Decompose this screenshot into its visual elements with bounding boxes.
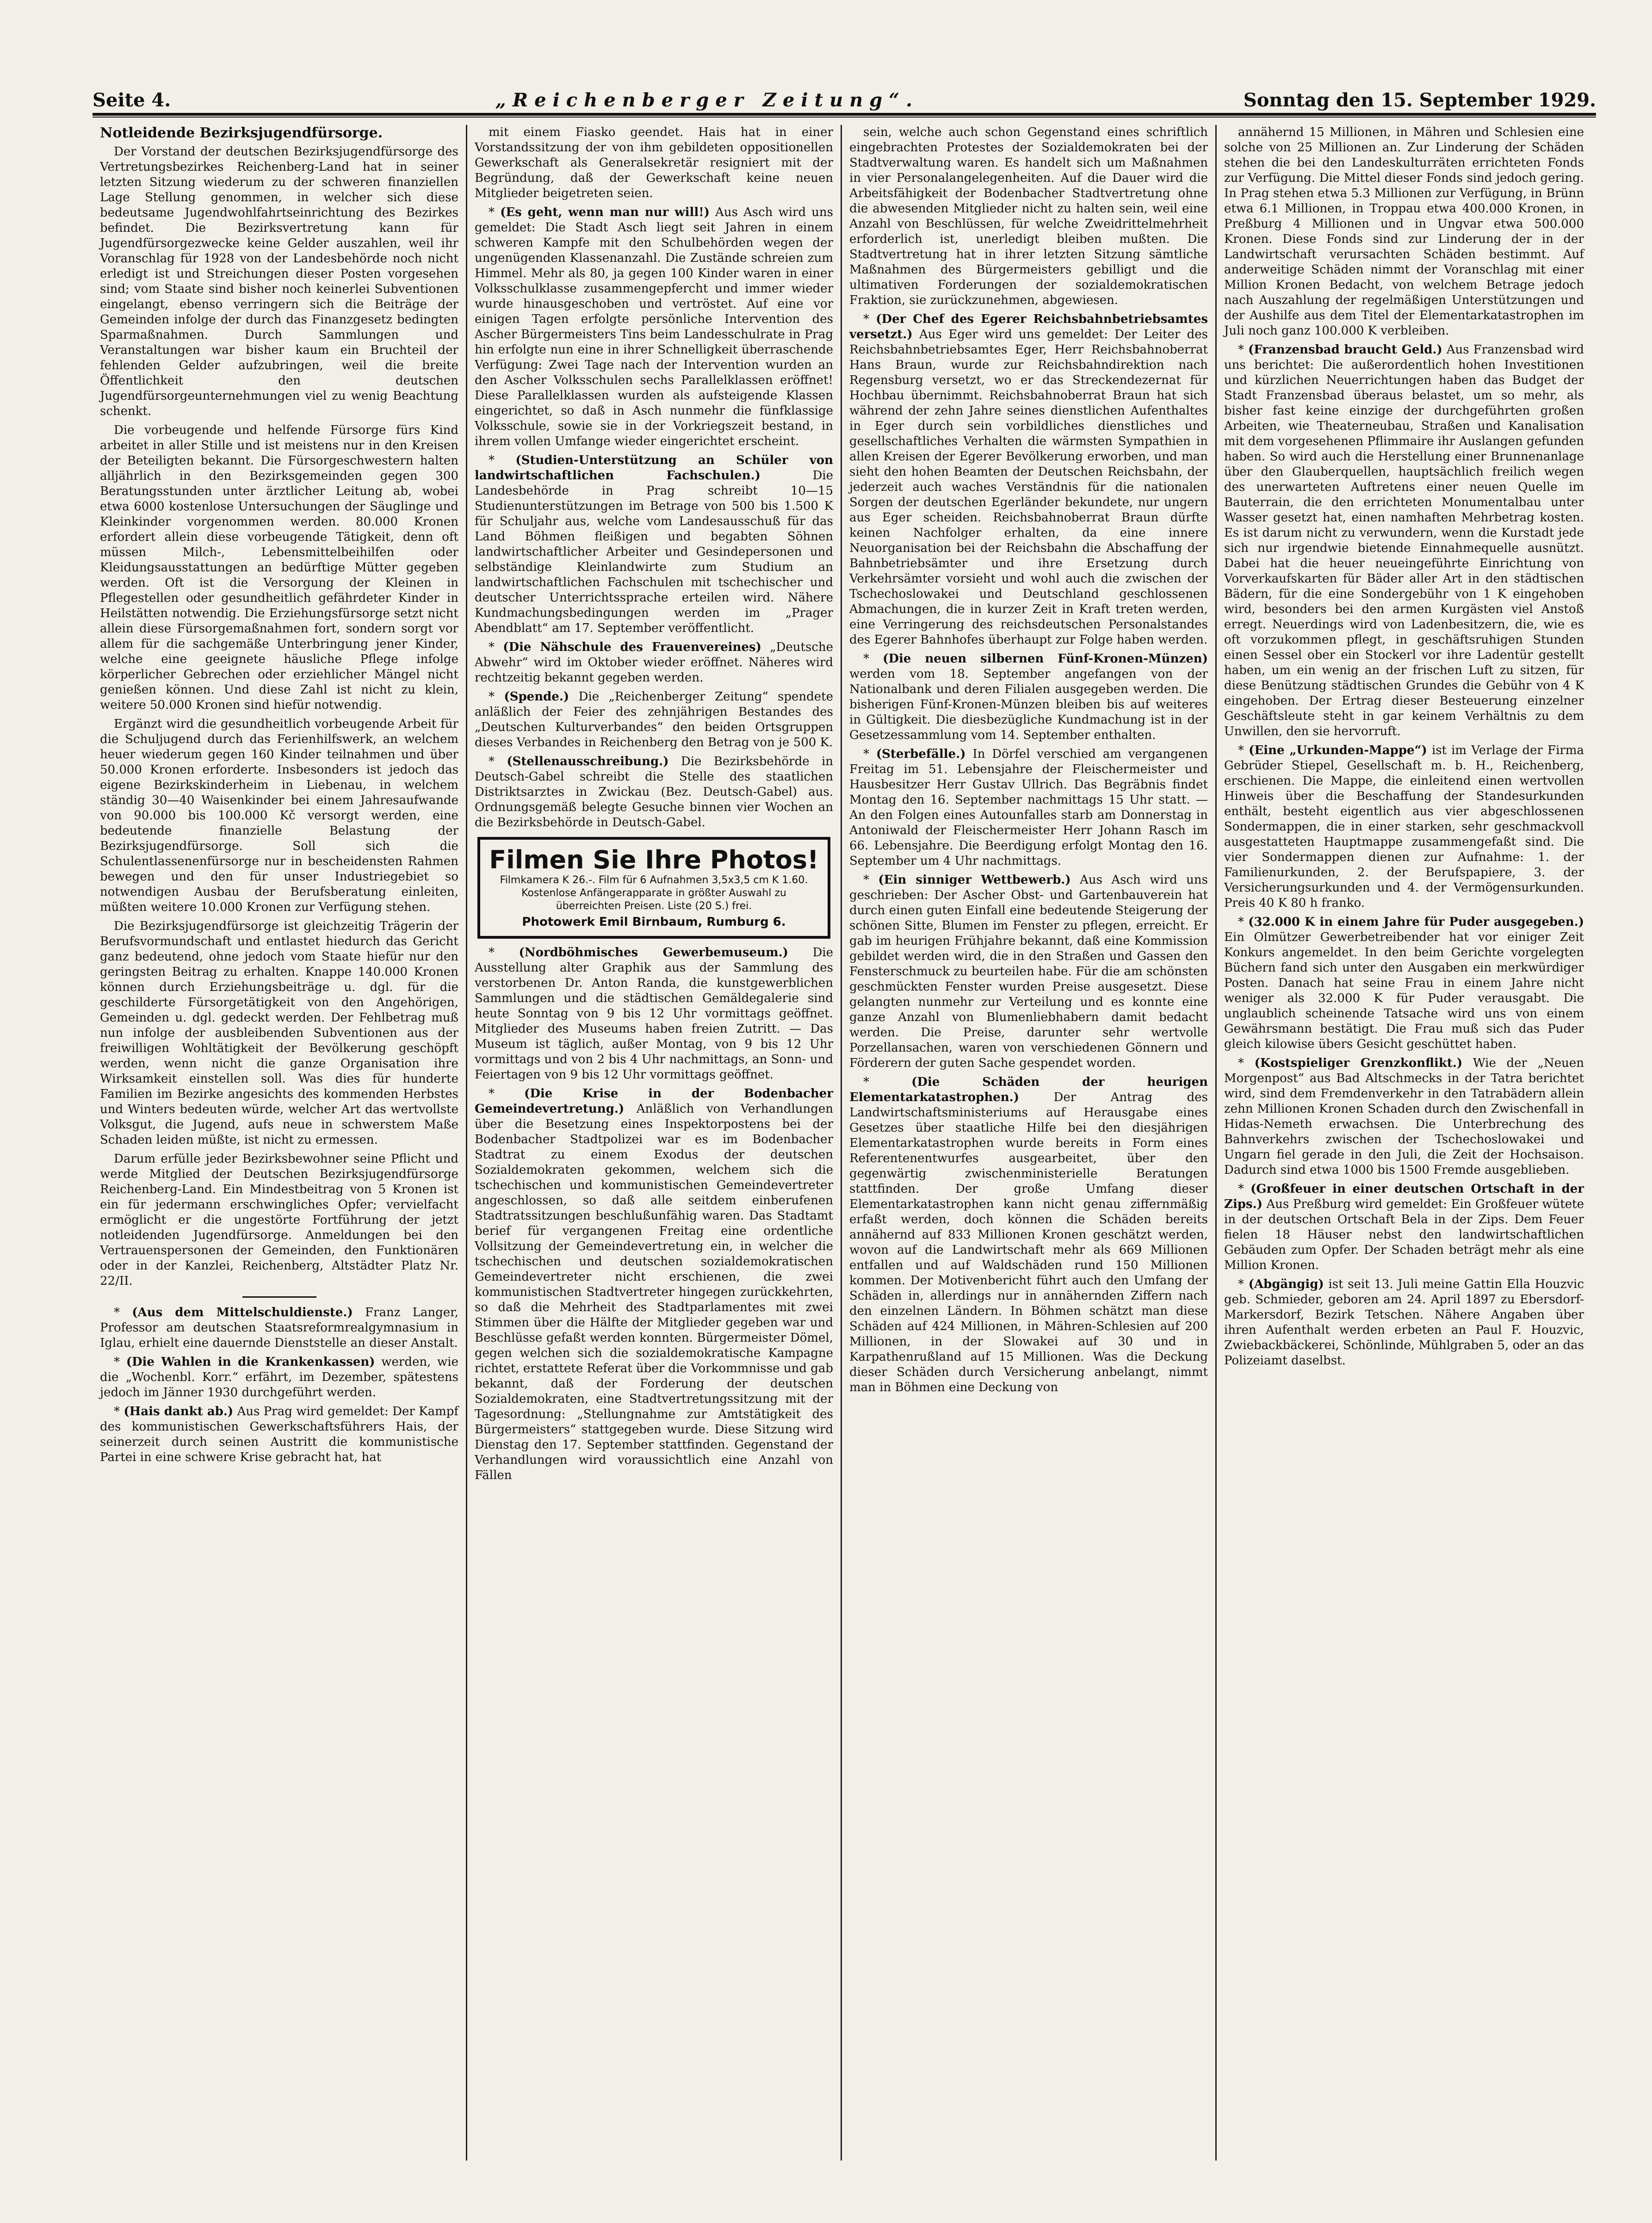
page-header xyxy=(93,74,1596,111)
news-text: ist im Verlage der Firma Gebrüder Stiepel, Gesellschaft m. b. H., Reichenberg, erschienen. Die Mappe, die einleitend einen wertvollen Hinweis über die Beschaffung der Standesurkunden enthält, besteht eigentlich aus vier abgeschlossenen Sondermappen, die in einer starken, sehr geschmackvoll ausgestatteten Hauptmappe zusammengefaßt sind. Die vier Sondermappen dienen zur Aufnahme: 1. der Familienurkunden, 2. der Berufspapiere, 3. der Versicherungsurkunden und 4. der Vermögensurkunden. Preis 40 K 80 h franko. xyxy=(1224,743,1584,910)
page-number: Seite 4. xyxy=(93,89,171,111)
news-item: * (Die Nähschule des Frauenvereines) „Deutsche Abwehr“ wird im Oktober wieder eröffnet. Näheres wird rechtzeitig bekannt gegeben werden. xyxy=(475,640,834,685)
news-text: Aus Asch wird uns gemeldet: Die Stadt Asch liegt seit Jahren in einem schweren Kampfe mit den Schulbehörden wegen der ungenügenden Klassenanzahl. Die Zustände schreien zum Himmel. Mehr als 80, ja gegen 100 Kinder waren in einer Volksschulklasse zusammengepfercht und immer wieder wurde hinausgeschoben und vertröstet. Auf eine vor einigen Tagen erfolgte persönliche Intervention des Ascher Bürgermeisters Tins beim Landesschulrate in Prag hin erfolgte nun eine in ihrer Schnelligkeit überraschende Verfügung: Zwei Tage nach der Intervention wurden an den Ascher Volksschulen sechs Parallelklassen eröffnet! Diese Parallelklassen wurden als aufsteigende Klassen eingerichtet, so daß in Asch nunmehr die fünfklassige Volksschule, sowie sie in der Vorkriegszeit bestand, in ihrem vollen Umfange wieder eingerichtet erscheint. xyxy=(475,205,833,448)
article-paragraph: Der Vorstand der deutschen Bezirksjugendfürsorge des Vertretungsbezirkes Reichenberg-Land hat in seiner letzten Sitzung wiederum zu der schweren finanziellen Lage Stellung genommen, in welcher sich diese bedeutsame Jugendwohlfahrtseinrichtung des Bezirkes befindet. Die Bezirksvertretung kann für Jugendfürsorgezwecke keine Gelder auszahlen, weil ihr Voranschlag für 1928 von der Landesbehörde noch nicht erledigt ist und Streichungen dieser Posten vorgesehen sind; vom Staate sind bisher noch keinerlei Subventionen eingelangt, ebenso verringern sich die Beiträge der Gemeinden infolge der durch das Finanzgesetz bedingten Sparmaßnahmen. Durch Sammlungen und Veranstaltungen war bisher kaum ein Bruchteil der fehlenden Gelder aufzubringen, weil die breite Öffentlichkeit den deutschen Jugendfürsorgeunternehmungen viel zu wenig Beachtung schenkt. xyxy=(100,145,458,418)
newspaper-page xyxy=(93,74,1596,2165)
news-item: * (Aus dem Mittelschuldienste.) Franz Langer, Professor am deutschen Staatsreformrealgymnasium in Iglau, erhielt eine dauernde Dienststelle an dieser Anstalt. xyxy=(100,1306,458,1350)
news-item: * (Eine „Urkunden-Mappe“) ist im Verlage der Firma Gebrüder Stiepel, Gesellschaft m. b. H., Reichenberg, erschienen. Die Mappe, die einleitend einen wertvollen Hinweis über die Beschaffung der Standesurkunden enthält, besteht eigentlich aus vier abgeschlossenen Sondermappen, die in einer starken, sehr geschmackvoll ausgestatteten Hauptmappe zusammengefaßt sind. Die vier Sondermappen dienen zur Aufnahme: 1. der Familienurkunden, 2. der Berufspapiere, 3. der Versicherungsurkunden und 4. der Vermögensurkunden. Preis 40 K 80 h franko. xyxy=(1224,743,1584,910)
news-text: Die Bezirksbehörde in Deutsch-Gabel schreibt die Stelle des staatlichen Distriktsarztes in Zwickau (Bez. Deutsch-Gabel) aus. Ordnungsgemäß belegte Gesuche binnen vier Wochen an die Bezirksbehörde in Deutsch-Gabel. xyxy=(475,755,834,830)
header-rule xyxy=(93,113,1596,118)
news-text: Ein Olmützer Gewerbetreibender hat vor einiger Zeit Konkurs angemeldet. In den beim Gerichte vorgelegten Büchern fand sich unter den Ausgaben ein merkwürdiger Posten. Danach hat seine Frau in einem Jahre nicht weniger als 32.000 K für Puder verausgabt. Die unglaublich scheinende Tatsache wird uns von einem Gewährsmann bestätigt. Die Frau muß sich das Puder gleich kilowise übers Gesicht geschüttet haben. xyxy=(1224,930,1584,1051)
news-text: „Deutsche Abwehr“ wird im Oktober wieder eröffnet. Näheres wird rechtzeitig bekannt gegeben werden. xyxy=(475,640,834,685)
article-title: Notleidende Bezirksjugendfürsorge. xyxy=(100,125,383,141)
news-heading: (Die Wahlen in die Krankenkassen) xyxy=(126,1355,375,1369)
article-paragraph: annähernd 15 Millionen, in Mähren und Schlesien eine solche von 25 Millionen an. Zur Linderung der Schäden stehen die bei den Landeskulturräten errichteten Fonds zur Verfügung. Die Mittel dieser Fonds sind jedoch gering. In Prag stehen etwa 5.3 Millionen zur Verfügung, in Brünn etwa 6.1 Millionen, in Troppau etwa 400.000 Kronen, in Preßburg 4 Millionen und in Ungvar etwa 500.000 Kronen. Diese Fonds sind zur Linderung der in der Landwirtschaft verursachten Schäden bestimmt. Auf anderweitige Schäden nimmt der Voranschlag mit einer Million Kronen Bedacht, von welchem Betrage jedoch nach Auszahlung der regelmäßigen Unterstützungen und der Aushilfe aus dem Titel der Elementarkatastrophen im Juli noch ganz 100.000 K verbleiben. xyxy=(1224,125,1584,338)
news-heading: (Eine „Urkunden-Mappe“) xyxy=(1249,743,1427,757)
news-heading: (Die Krise in der Bodenbacher Gemeindevertretung.) xyxy=(475,1087,833,1116)
news-item: * (Abgängig) ist seit 13. Juli meine Gattin Ella Houzvic geb. Schmieder, geboren am 24. April 1897 zu Ebersdorf-Markersdorf, Bezirk Tetschen. Nähere Angaben über ihren Aufenthalt werden erbeten an Paul F. Houzvic, Zwiebackbäckerei, Schönlinde, Mühlgraben 5, oder an das Polizeiamt daselbst. xyxy=(1224,1277,1584,1368)
news-item: * (Die neuen silbernen Fünf-Kronen-Münzen) werden vom 18. September angefangen von der Nationalbank und deren Filialen ausgegeben werden. Die bisherigen Fünf-Kronen-Münzen bleiben bis auf weiteres in Gültigkeit. Die diesbezügliche Kundmachung ist in der Gesetzessammlung vom 14. September enthalten. xyxy=(849,652,1208,742)
news-text: Aus Franzensbad wird uns berichtet: Die außerordentlich hohen Investitionen und kürzlichen Neuerrichtungen haben das Budget der Stadt Franzensbad überaus belastet, um so mehr, als bisher fast keine einzige der durchgeführten großen Arbeiten, wie Theaterneubau, Straßen und Kanalisation mit dem vorgesehenen Pflimmaire ihr Auslangen gefunden haben. So wird auch die Herstellung einer Brunnenanlage über den Glauberquellen, hauptsächlich freilich wegen des unerwarteten Auftretens einer neuen Quelle im Bauterrain, die den errichteten Monumentalbau unter Wasser gesetzt hat, einen namhaften Mehrbetrag kosten. Es ist darum nicht zu verwundern, wenn die Kurstadt jede sich nur irgendwie bietende Einnahmequelle ausnützt. Dabei hat die heuer neueingeführte Einrichtung von Vorverkaufskarten für Bäder aller Art in den städtischen Bädern, für die eine Sondergebühr von 1 K eingehoben wird, besonders bei den armen Kurgästen viel Anstoß erregt. Neuerdings wird von Ladenbesitzern, die, wie es oft vorzukommen pflegt, in geschäftsruhigen Stunden einen Sessel ober ein Stockerl vor ihre Ladentür gestellt haben, um ein wenig an der frischen Luft zu sitzen, für diese Benützung städtischen Grundes die Gebühr von 4 K eingehoben. Der Ertrag dieser Besteuerung einzelner Geschäftsleute steht in gar keinem Verhältnis zu dem Unwillen, den sie hervorruft. xyxy=(1224,343,1584,738)
news-heading: (Großfeuer in einer deutschen Ortschaft in der Zips.) xyxy=(1224,1182,1584,1211)
news-heading: (Sterbefälle.) xyxy=(876,747,966,761)
news-text: Die Landesbehörde in Prag schreibt 10—15 Studienunterstützungen im Betrage von 500 bis 1.500 K für Schuljahr aus, welche vom Landesausschuß für das Land Böhmen fleißigen und begabten Söhnen landwirtschaftlicher Arbeiter und Gesindepersonen und selbständige Kleinlandwirte zum Studium an landwirtschaftlichen Fachschulen mit tschechischer und deutscher Unterrichtssprache erteilen wird. Nähere Kundmachungsbedingungen werden im „Prager Abendblatt“ am 17. September veröffentlicht. xyxy=(475,469,833,635)
news-item: * (Spende.) Die „Reichenberger Zeitung“ spendete anläßlich der Feier des zehnjährigen Bestandes des „Deutschen Kulturverbandes“ den beiden Ortsgruppen dieses Verbandes in Reichenberg den Betrag von je 500 K. xyxy=(475,690,833,749)
news-heading: (Die Schäden der heurigen Elementarkatastrophen.) xyxy=(849,1075,1208,1104)
news-heading: (Die Nähschule des Frauenvereines) xyxy=(503,640,761,654)
ad-body: Filmkamera K 26.-. Film für 6 Aufnahmen 3,5x3,5 cm K 1.60. Kostenlose Anfängerapparate in größter Auswahl zu überreichten Preisen. Liste (20 S.) frei. xyxy=(500,874,808,912)
news-text: Die „Reichenberger Zeitung“ spendete anläßlich der Feier des zehnjährigen Bestandes des „Deutschen Kulturverbandes“ den beiden Ortsgruppen dieses Verbandes in Reichenberg den Betrag von je 500 K. xyxy=(475,690,833,749)
news-item: * (Die Wahlen in die Krankenkassen) werden, wie die „Wochenbl. Korr.“ erfährt, im Dezember, spätestens jedoch im Jänner 1930 durchgeführt werden. xyxy=(100,1355,459,1399)
news-heading: (Stellenausschreibung.) xyxy=(507,755,669,768)
column-3 xyxy=(842,125,1217,2161)
news-item: * (Studien-Unterstützung an Schüler von landwirtschaftlichen Fachschulen.) Die Landesbehörde in Prag schreibt 10—15 Studienunterstützungen im Betrage von 500 bis 1.500 K für Schuljahr aus, welche vom Landesausschuß für das Land Böhmen fleißigen und begabten Söhnen landwirtschaftlicher Arbeiter und Gesindepersonen und selbständige Kleinlandwirte zum Studium an landwirtschaftlichen Fachschulen mit tschechischer und deutscher Unterrichtssprache erteilen wird. Nähere Kundmachungsbedingungen werden im „Prager Abendblatt“ am 17. September veröffentlicht. xyxy=(475,453,834,635)
advertisement-box xyxy=(477,837,830,939)
news-text: Der Antrag des Landwirtschaftsministeriums auf Herausgabe eines Gesetzes über staatliche Hilfe bei den diesjährigen Elementarkatastrophen wurde bereits in Form eines Referentenentwurfes ausgearbeitet, über den gegenwärtig zwischenministerielle Beratungen stattfinden. Der große Umfang dieser Elementarkatastrophen kann nicht genau ziffernmäßig erfaßt werden, doch können die Schäden bereits annähernd auf 833 Millionen Kronen geschätzt werden, wovon auf die Landwirtschaft mehr als 669 Millionen entfallen und auf Waldschäden rund 150 Millionen kommen. Der Motivenbericht führt auch den Umfang der Schäden in, allerdings nur in annähernden Ziffern nach den einzelnen Ländern. In Böhmen schätzt man diese Schäden auf 424 Millionen, in Mähren-Schlesien auf 200 Millionen, in der Slowakei auf 30 und in Karpathenrußland auf 15 Millionen. Was die Deckung dieser Schäden durch Versicherung anbelangt, nimmt man in Böhmen eine Deckung von xyxy=(849,1090,1208,1394)
news-heading: (Aus dem Mittelschuldienste.) xyxy=(132,1306,353,1319)
news-item: * (Nordböhmisches Gewerbemuseum.) Die Ausstellung alter Graphik aus der Sammlung des verstorbenen Dr. Anton Randa, die kunstgewerblichen Sammlungen und die städtischen Gemäldegalerie sind heute Sonntag von 9 bis 12 Uhr vormittags geöffnet. Mitglieder des Museums haben freien Zutritt. — Das Museum ist täglich, außer Montag, von 9 bis 12 Uhr vormittags und von 2 bis 4 Uhr nachmittags, an Sonn- und Feiertagen von 9 bis 12 Uhr vormittags geöffnet. xyxy=(475,946,833,1082)
news-text: Franz Langer, Professor am deutschen Staatsreformrealgymnasium in Iglau, erhielt eine dauernde Dienststelle an dieser Anstalt. xyxy=(100,1306,458,1350)
article-paragraph: Darum erfülle jeder Bezirksbewohner seine Pflicht und werde Mitglied der Deutschen Bezirksjugendfürsorge Reichenberg-Land. Ein Mindestbeitrag von 5 Kronen ist ein für jedermann erschwingliches Opfer; vervielfacht ermöglicht er die ungestörte Fortführung der jetzt notleidenden Jugendfürsorge. Anmeldungen bei den Vertrauenspersonen der Gemeinden, den Funktionären oder in der Kanzlei, Reichenberg, Altstädter Platz Nr. 22/II. xyxy=(100,1152,458,1288)
news-text: In Dörfel verschied am vergangenen Freitag im 51. Lebensjahre der Fleischermeister und Hausbesitzer Herr Gustav Ullrich. Das Begräbnis findet Montag den 16. September nachmittags 15 Uhr statt. — An den Folgen eines Autounfalles starb am Donnerstag in Antoniwald der Fleischermeister Herr Johann Rasch im 66. Lebensjahre. Die Beerdigung erfolgt Montag den 16. September um 4 Uhr nachmittags. xyxy=(849,747,1208,868)
news-item: * (Stellenausschreibung.) Die Bezirksbehörde in Deutsch-Gabel schreibt die Stelle des staatlichen Distriktsarztes in Zwickau (Bez. Deutsch-Gabel) aus. Ordnungsgemäß belegte Gesuche binnen vier Wochen an die Bezirksbehörde in Deutsch-Gabel. xyxy=(475,755,834,830)
news-heading: (Abgängig) xyxy=(1248,1277,1324,1291)
column-4 xyxy=(1217,125,1591,2161)
news-heading: (Die neuen silbernen Fünf-Kronen-Münzen) xyxy=(883,652,1208,666)
news-text: Aus Eger wird uns gemeldet: Der Leiter des Reichsbahnbetriebsamtes Eger, Herr Reichsbahnoberrat Hans Braun, wurde zur Reichsbahndirektion nach Regensburg versetzt, wo er das Streckendezernat für Hochbau übernimmt. Reichsbahnoberrat Braun hat sich während der zehn Jahre seines dienstlichen Aufenthaltes in Eger durch sein vorbildliches dienstliches und gesellschaftliches Verhalten die wärmsten Sympathien in allen Kreisen der Egerer Bevölkerung erworben, und man sieht den hohen Beamten der Deutschen Reichsbahn, der jederzeit auch waches Verständnis für die nationalen Sorgen der deutschen Egerländer bekundete, nur ungern aus Eger scheiden. Reichsbahnoberrat Braun dürfte keinen Nachfolger erhalten, da eine innere Neuorganisation bei der Reichsbahn die Abschaffung der Bahnbetriebsämter und ihre Ersetzung durch Verkehrsämter vorsieht und wohl auch die zwischen der Tschechoslowakei und Deutschland geschlossenen Abmachungen, die in kurzer Zeit in Kraft treten werden, eine Verringerung des reichsdeutschen Personalstandes des Egerer Bahnhofes überhaupt zur Folge haben werden. xyxy=(849,328,1208,647)
masthead: „Reichenberger Zeitung“. xyxy=(495,89,919,111)
article-paragraph: Ergänzt wird die gesundheitlich vorbeugende Arbeit für die Schuljugend durch das Ferienhilfswerk, an welchem heuer wiederum gegen 160 Kinder teilnahmen und über 50.000 Kronen erforderte. Insbesonders ist jedoch das eigene Bezirkskinderheim in Liebenau, in welchem ständig 30—40 Waisenkinder bei einem Jahresaufwande von 90.000 bis 100.000 Kč versorgt werden, eine bedeutende finanzielle Belastung der Bezirksjugendfürsorge. Soll sich die Schulentlassenenfürsorge nur in bescheidensten Rahmen bewegen und den für unser Industriegebiet so notwendigen Ausbau der Berufsberatung einleiten, müßten weitere 10.000 Kronen zur Verfügung stehen. xyxy=(100,717,458,914)
ad-title: Filmen Sie Ihre Photos! xyxy=(489,845,819,874)
column-1 xyxy=(93,125,467,2161)
news-heading: (Franzensbad braucht Geld.) xyxy=(1248,343,1442,357)
news-heading: (Hais dankt ab.) xyxy=(124,1405,234,1418)
news-heading: (Der Chef des Egerer Reichsbahnbetriebsamtes versetzt.) xyxy=(849,312,1208,341)
news-heading: (Ein sinniger Wettbewerb.) xyxy=(878,873,1071,887)
news-heading: (Nordböhmisches Gewerbemuseum.) xyxy=(519,946,788,960)
separator-rule xyxy=(242,1296,316,1298)
news-text: Aus Asch wird uns geschrieben: Der Ascher Obst- und Gartenbauverein hat durch einen guten Einfall eine bedeutende Steigerung der schönen Sitte, Blumen im Fenster zu pflegen, erreicht. Er gab im heurigen Frühjahre bekannt, daß eine Kommission gebildet werden wird, die in den Straßen und Gassen den Fensterschmuck zu beurteilen habe. Für die am schönsten geschmückten Fenster wurden Preise ausgesetzt. Diese gelangten nunmehr zur Verteilung und es konnte eine ganze Anzahl von Blumenliebhabern damit bedacht werden. Die Preise, darunter sehr wertvolle Porzellansachen, waren von verschiedenen Gönnern und Förderern der guten Sache gespendet worden. xyxy=(849,873,1208,1070)
columns xyxy=(93,125,1596,2161)
news-heading: (32.000 K in einem Jahre für Puder ausgegeben.) xyxy=(1248,915,1584,929)
news-text: Wie der „Neuen Morgenpost“ aus Bad Altschmecks in der Tatra berichtet wird, sind dem Fremdenverkehr in den Tatrabädern allein zehn Millionen Kronen Schaden durch den Zwischenfall in Hidas-Nemeth erwachsen. Die Unterbrechung des Bahnverkehrs zwischen der Tschechoslowakei und Ungarn fiel gerade in den Juli, die Zeit der Hochsaison. Dadurch sind etwa 1000 bis 1500 Fremde ausgeblieben. xyxy=(1224,1056,1584,1177)
news-item: * (Kostspieliger Grenzkonflikt.) Wie der „Neuen Morgenpost“ aus Bad Altschmecks in der Tatra berichtet wird, sind dem Fremdenverkehr in den Tatrabädern allein zehn Millionen Kronen Schaden durch den Zwischenfall in Hidas-Nemeth erwachsen. Die Unterbrechung des Bahnverkehrs zwischen der Tschechoslowakei und Ungarn fiel gerade in den Juli, die Zeit der Hochsaison. Dadurch sind etwa 1000 bis 1500 Fremde ausgeblieben. xyxy=(1224,1056,1584,1177)
news-item: * (Hais dankt ab.) Aus Prag wird gemeldet: Der Kampf des kommunistischen Gewerkschaftsführers Hais, der seinerzeit durch seinen Austritt die kommunistische Partei in eine schwere Krise gebracht hat, hat xyxy=(100,1405,459,1464)
news-heading: (Es geht, wenn man nur will!) xyxy=(500,205,710,219)
issue-date: Sonntag den 15. September 1929. xyxy=(1243,89,1596,111)
news-item: * (Franzensbad braucht Geld.) Aus Franzensbad wird uns berichtet: Die außerordentlich hohen Investitionen und kürzlichen Neuerrichtungen haben das Budget der Stadt Franzensbad überaus belastet, um so mehr, als bisher fast keine einzige der durchgeführten großen Arbeiten, wie Theaterneubau, Straßen und Kanalisation mit dem vorgesehenen Pflimmaire ihr Auslangen gefunden haben. So wird auch die Herstellung einer Brunnenanlage über den Glauberquellen, hauptsächlich freilich wegen des unerwarteten Auftretens einer neuen Quelle im Bauterrain, die den errichteten Monumentalbau unter Wasser gesetzt hat, einen namhaften Mehrbetrag kosten. Es ist darum nicht zu verwundern, wenn die Kurstadt jede sich nur irgendwie bietende Einnahmequelle ausnützt. Dabei hat die heuer neueingeführte Einrichtung von Vorverkaufskarten für Bäder aller Art in den städtischen Bädern, für die eine Sondergebühr von 1 K eingehoben wird, besonders bei den armen Kurgästen viel Anstoß erregt. Neuerdings wird von Ladenbesitzern, die, wie es oft vorzukommen pflegt, in geschäftsruhigen Stunden einen Sessel ober ein Stockerl vor ihre Ladentür gestellt haben, um ein wenig an der frischen Luft zu sitzen, für diese Benützung städtischen Grundes die Gebühr von 4 K eingehoben. Der Ertrag dieser Besteuerung einzelner Geschäftsleute steht in gar keinem Verhältnis zu dem Unwillen, den sie hervorruft. xyxy=(1224,343,1584,738)
news-text: Aus Prag wird gemeldet: Der Kampf des kommunistischen Gewerkschaftsführers Hais, der seinerzeit durch seinen Austritt die kommunistische Partei in eine schwere Krise gebracht hat, hat xyxy=(100,1405,459,1464)
news-text: ist seit 13. Juli meine Gattin Ella Houzvic geb. Schmieder, geboren am 24. April 1897 zu Ebersdorf-Markersdorf, Bezirk Tetschen. Nähere Angaben über ihren Aufenthalt werden erbeten an Paul F. Houzvic, Zwiebackbäckerei, Schönlinde, Mühlgraben 5, oder an das Polizeiamt daselbst. xyxy=(1224,1277,1584,1368)
news-text: werden, wie die „Wochenbl. Korr.“ erfährt, im Dezember, spätestens jedoch im Jänner 1930 durchgeführt werden. xyxy=(100,1355,459,1399)
news-item: * (Ein sinniger Wettbewerb.) Aus Asch wird uns geschrieben: Der Ascher Obst- und Gartenbauverein hat durch einen guten Einfall eine bedeutende Steigerung der schönen Sitte, Blumen im Fenster zu pflegen, erreicht. Er gab im heurigen Frühjahre bekannt, daß eine Kommission gebildet werden wird, die in den Straßen und Gassen den Fensterschmuck zu beurteilen habe. Für die am schönsten geschmückten Fenster wurden Preise ausgesetzt. Diese gelangten nunmehr zur Verteilung und es konnte eine ganze Anzahl von Blumenliebhabern damit bedacht werden. Die Preise, darunter sehr wertvolle Porzellansachen, waren von verschiedenen Gönnern und Förderern der guten Sache gespendet worden. xyxy=(849,873,1208,1070)
news-item: * (Sterbefälle.) In Dörfel verschied am vergangenen Freitag im 51. Lebensjahre der Fleischermeister und Hausbesitzer Herr Gustav Ullrich. Das Begräbnis findet Montag den 16. September nachmittags 15 Uhr statt. — An den Folgen eines Autounfalles starb am Donnerstag in Antoniwald der Fleischermeister Herr Johann Rasch im 66. Lebensjahre. Die Beerdigung erfolgt Montag den 16. September um 4 Uhr nachmittags. xyxy=(849,747,1208,868)
news-text: Anläßlich von Verhandlungen über die Besetzung eines Inspektorpostens bei der Bodenbacher Stadtpolizei war es im Bodenbacher Stadtrat zu einem Exodus der deutschen Sozialdemokraten gekommen, welchem sich die tschechischen und kommunistischen Gemeindevertreter angeschlossen, so daß alle seitdem einberufenen Stadtratssitzungen beschlußunfähig waren. Das Stadtamt berief für vergangenen Freitag eine ordentliche Vollsitzung der Gemeindevertretung ein, in welcher die tschechischen und deutschen sozialdemokratischen Gemeindevertreter nicht erschienen, die zwei kommunistischen Stadtvertreter hingegen zurückkehrten, so daß die Mehrheit des Stadtparlamentes mit zwei Stimmen über die Hälfte der Mitglieder gegeben war und Beschlüsse gefaßt werden konnten. Bürgermeister Dömel, gegen welchen sich die sozialdemokratische Kampagne richtet, erstattete Referat über die Vorkommnisse und gab bekannt, daß der Forderung der deutschen Sozialdemokraten, eine Stadtvertretungssitzung mit der Tagesordnung: „Stellungnahme zur Amtstätigkeit des Bürgermeisters“ stattgegeben wurde. Diese Sitzung wird Dienstag den 17. September stattfinden. Gegenstand der Verhandlungen wird voraussichtlich eine Anzahl von Fällen xyxy=(475,1102,833,1482)
news-item: * (Der Chef des Egerer Reichsbahnbetriebsamtes versetzt.) Aus Eger wird uns gemeldet: Der Leiter des Reichsbahnbetriebsamtes Eger, Herr Reichsbahnoberrat Hans Braun, wurde zur Reichsbahndirektion nach Regensburg versetzt, wo er das Streckendezernat für Hochbau übernimmt. Reichsbahnoberrat Braun hat sich während der zehn Jahre seines dienstlichen Aufenthaltes in Eger durch sein vorbildliches dienstliches und gesellschaftliches Verhalten die wärmsten Sympathien in allen Kreisen der Egerer Bevölkerung erworben, und man sieht den hohen Beamten der Deutschen Reichsbahn, der jederzeit auch waches Verständnis für die nationalen Sorgen der deutschen Egerländer bekundete, nur ungern aus Eger scheiden. Reichsbahnoberrat Braun dürfte keinen Nachfolger erhalten, da eine innere Neuorganisation bei der Reichsbahn die Abschaffung der Bahnbetriebsämter und ihre Ersetzung durch Verkehrsämter vorsieht und wohl auch die zwischen der Tschechoslowakei und Deutschland geschlossenen Abmachungen, die in kurzer Zeit in Kraft treten werden, eine Verringerung des reichsdeutschen Personalstandes des Egerer Bahnhofes überhaupt zur Folge haben werden. xyxy=(849,312,1208,647)
article-paragraph: Die Bezirksjugendfürsorge ist gleichzeitig Trägerin der Berufsvormundschaft und entlastet hiedurch das Gericht ganz bedeutend, ohne jedoch vom Staate hiefür nur den geringsten Beitrag zu erhalten. Knappe 140.000 Kronen können durch Erziehungsbeiträge u. dgl. für die geschilderte Fürsorgetätigkeit von den Angehörigen, Gemeinden u. dgl. gedeckt werden. Der Fehlbetrag muß nun infolge der ausbleibenden Subventionen aus der freiwilligen Wohltätigkeit der Bevölkerung geschöpft werden, wenn nicht die ganze Organisation ihre Wirksamkeit einstellen soll. Was dies für hunderte Familien im Bezirke angesichts des kommenden Herbstes und Winters bedeuten würde, welcher Art das wertvollste Volksgut, die Jugend, aufs neue in schwerstem Maße Schaden leiden müßte, ist nicht zu ermessen. xyxy=(100,919,458,1147)
column-2 xyxy=(467,125,842,2161)
news-heading: (Kostspieliger Grenzkonflikt.) xyxy=(1254,1056,1463,1070)
article-paragraph: sein, welche auch schon Gegenstand eines schriftlich eingebrachten Protestes der Sozialdemokraten bei der Stadtverwaltung waren. Es handelt sich um Maßnahmen in vier Personalangelegenheiten. Auf die Dauer wird die Arbeitsfähigkeit der Bodenbacher Stadtvertretung ohne die abwesenden Mitglieder nicht zu halten sein, weil eine Anzahl von Beschlüssen, für welche Zweidrittelmehrheit erforderlich ist, unerledigt bleiben mußten. Die Stadtvertretung hat in ihrer letzten Sitzung sämtliche Maßnahmen des Bürgermeisters gebilligt und die ultimativen Forderungen der sozialdemokratischen Fraktion, sie zurückzunehmen, abgewiesen. xyxy=(849,125,1208,307)
news-text: werden vom 18. September angefangen von der Nationalbank und deren Filialen ausgegeben werden. Die bisherigen Fünf-Kronen-Münzen bleiben bis auf weiteres in Gültigkeit. Die diesbezügliche Kundmachung ist in der Gesetzessammlung vom 14. September enthalten. xyxy=(849,667,1208,742)
news-item: * (32.000 K in einem Jahre für Puder ausgegeben.) Ein Olmützer Gewerbetreibender hat vor einiger Zeit Konkurs angemeldet. In den beim Gerichte vorgelegten Büchern fand sich unter den Ausgaben ein merkwürdiger Posten. Danach hat seine Frau in einem Jahre nicht weniger als 32.000 K für Puder verausgabt. Die unglaublich scheinende Tatsache wird uns von einem Gewährsmann bestätigt. Die Frau muß sich das Puder gleich kilowise übers Gesicht geschüttet haben. xyxy=(1224,915,1584,1051)
ad-signature: Photowerk Emil Birnbaum, Rumburg 6. xyxy=(522,915,786,929)
news-text: Aus Preßburg wird gemeldet: Ein Großfeuer wütete in der deutschen Ortschaft Bela in der Zips. Dem Feuer fielen 18 Häuser nebst den landwirtschaftlichen Gebäuden zum Opfer. Der Schaden beträgt mehr als eine Million Kronen. xyxy=(1224,1197,1584,1272)
article-paragraph: mit einem Fiasko geendet. Hais hat in einer Vorstandssitzung der von ihm gebildeten oppositionellen Gewerkschaft als Generalsekretär resigniert mit der Begründung, daß der Gewerkschaft keine neuen Mitglieder beigetreten seien. xyxy=(475,125,833,200)
news-heading: (Spende.) xyxy=(504,690,569,704)
news-item: * (Die Krise in der Bodenbacher Gemeindevertretung.) Anläßlich von Verhandlungen über die Besetzung eines Inspektorpostens bei der Bodenbacher Stadtpolizei war es im Bodenbacher Stadtrat zu einem Exodus der deutschen Sozialdemokraten gekommen, welchem sich die tschechischen und kommunistischen Gemeindevertreter angeschlossen, so daß alle seitdem einberufenen Stadtratssitzungen beschlußunfähig waren. Das Stadtamt berief für vergangenen Freitag eine ordentliche Vollsitzung der Gemeindevertretung ein, in welcher die tschechischen und deutschen sozialdemokratischen Gemeindevertreter nicht erschienen, die zwei kommunistischen Stadtvertreter hingegen zurückkehrten, so daß die Mehrheit des Stadtparlamentes mit zwei Stimmen über die Hälfte der Mitglieder gegeben war und Beschlüsse gefaßt werden konnten. Bürgermeister Dömel, gegen welchen sich die sozialdemokratische Kampagne richtet, erstattete Referat über die Vorkommnisse und gab bekannt, daß der Forderung der deutschen Sozialdemokraten, eine Stadtvertretungssitzung mit der Tagesordnung: „Stellungnahme zur Amtstätigkeit des Bürgermeisters“ stattgegeben wurde. Diese Sitzung wird Dienstag den 17. September stattfinden. Gegenstand der Verhandlungen wird voraussichtlich eine Anzahl von Fällen xyxy=(475,1087,833,1482)
news-item: * (Großfeuer in einer deutschen Ortschaft in der Zips.) Aus Preßburg wird gemeldet: Ein Großfeuer wütete in der deutschen Ortschaft Bela in der Zips. Dem Feuer fielen 18 Häuser nebst den landwirtschaftlichen Gebäuden zum Opfer. Der Schaden beträgt mehr als eine Million Kronen. xyxy=(1224,1182,1584,1272)
news-item: * (Die Schäden der heurigen Elementarkatastrophen.) Der Antrag des Landwirtschaftsministeriums auf Herausgabe eines Gesetzes über staatliche Hilfe bei den diesjährigen Elementarkatastrophen wurde bereits in Form eines Referentenentwurfes ausgearbeitet, über den gegenwärtig zwischenministerielle Beratungen stattfinden. Der große Umfang dieser Elementarkatastrophen kann nicht genau ziffernmäßig erfaßt werden, doch können die Schäden bereits annähernd auf 833 Millionen Kronen geschätzt werden, wovon auf die Landwirtschaft mehr als 669 Millionen entfallen und auf Waldschäden rund 150 Millionen kommen. Der Motivenbericht führt auch den Umfang der Schäden in, allerdings nur in annähernden Ziffern nach den einzelnen Ländern. In Böhmen schätzt man diese Schäden auf 424 Millionen, in Mähren-Schlesien auf 200 Millionen, in der Slowakei auf 30 und in Karpathenrußland auf 15 Millionen. Was die Deckung dieser Schäden durch Versicherung anbelangt, nimmt man in Böhmen eine Deckung von xyxy=(849,1075,1208,1394)
news-item: * (Es geht, wenn man nur will!) Aus Asch wird uns gemeldet: Die Stadt Asch liegt seit Jahren in einem schweren Kampfe mit den Schulbehörden wegen der ungenügenden Klassenanzahl. Die Zustände schreien zum Himmel. Mehr als 80, ja gegen 100 Kinder waren in einer Volksschulklasse zusammengepfercht und immer wieder wurde hinausgeschoben und vertröstet. Auf eine vor einigen Tagen erfolgte persönliche Intervention des Ascher Bürgermeisters Tins beim Landesschulrate in Prag hin erfolgte nun eine in ihrer Schnelligkeit überraschende Verfügung: Zwei Tage nach der Intervention wurden an den Ascher Volksschulen sechs Parallelklassen eröffnet! Diese Parallelklassen wurden als aufsteigende Klassen eingerichtet, so daß in Asch nunmehr die fünfklassige Volksschule, sowie sie in der Vorkriegszeit bestand, in ihrem vollen Umfange wieder eingerichtet erscheint. xyxy=(475,205,833,448)
article-paragraph: Die vorbeugende und helfende Fürsorge fürs Kind arbeitet in aller Stille und ist meistens nur in den Kreisen der Beteiligten bekannt. Die Fürsorgeschwestern halten alljährlich in den Bezirksgemeinden gegen 300 Beratungsstunden unter ärztlicher Leitung ab, wobei etwa 6000 kostenlose Untersuchungen der Säuglinge und Kleinkinder vorgenommen werden. 80.000 Kronen erfordert allein diese vorbeugende Tätigkeit, denn oft müssen Milch-, Lebensmittelbeihilfen oder Kleidungsausstattungen an bedürftige Mütter gegeben werden. Oft ist die Versorgung der Kleinen in Pflegestellen oder gesundheitlich gefährdeter Kinder in Heilstätten notwendig. Die Erziehungsfürsorge setzt nicht allein diese Fürsorgemaßnahmen fort, sondern sorgt vor allem für die sachgemäße Unterbringung jener Kinder, welche eine geeignete häusliche Pflege infolge körperlicher Gebrechen oder erziehlicher Mängel nicht genießen können. Und diese Zahl ist nicht zu klein, weitere 50.000 Kronen sind hiefür notwendig. xyxy=(100,423,458,712)
news-text: Die Ausstellung alter Graphik aus der Sammlung des verstorbenen Dr. Anton Randa, die kunstgewerblichen Sammlungen und die städtischen Gemäldegalerie sind heute Sonntag von 9 bis 12 Uhr vormittags geöffnet. Mitglieder des Museums haben freien Zutritt. — Das Museum ist täglich, außer Montag, von 9 bis 12 Uhr vormittags und von 2 bis 4 Uhr nachmittags, an Sonn- und Feiertagen von 9 bis 12 Uhr vormittags geöffnet. xyxy=(475,946,833,1082)
news-heading: (Studien-Unterstützung an Schüler von landwirtschaftlichen Fachschulen.) xyxy=(475,453,834,483)
